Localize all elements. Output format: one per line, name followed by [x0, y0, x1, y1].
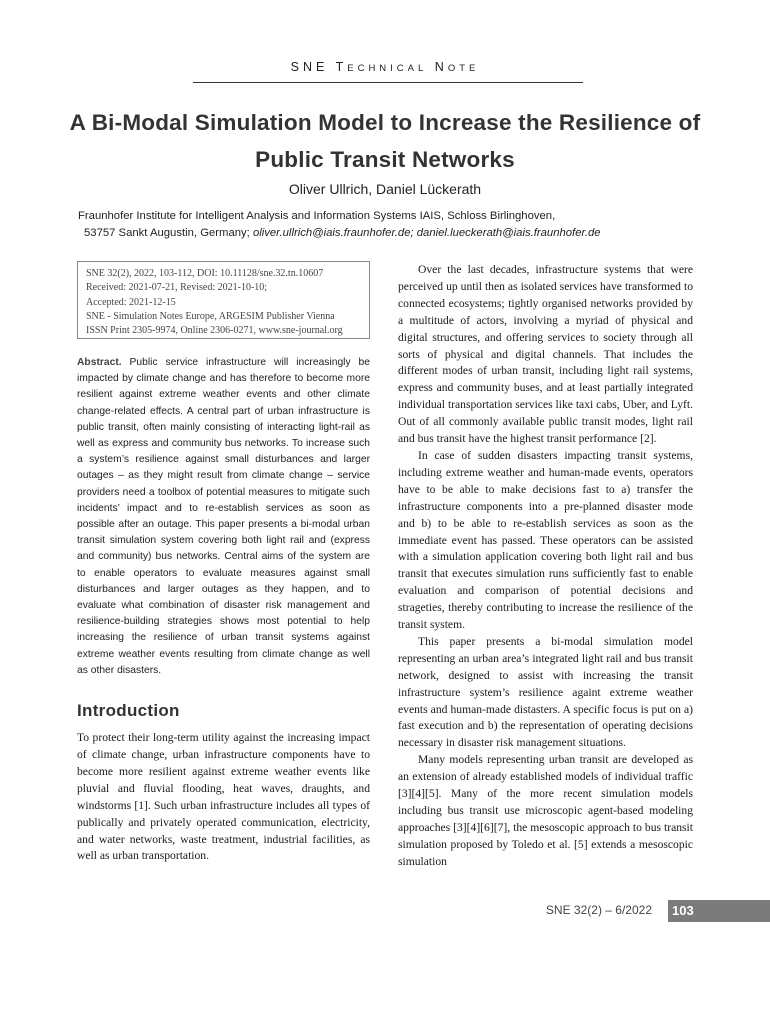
info-line: ISSN Print 2305-9974, Online 2306-0271, www.sne-journal.org: [86, 325, 343, 337]
body-paragraph: Many models representing urban transit are developed as an extension of already established models of individual traffic [3][4][5]. Many of the more recent simulation models including bus transit use microscopic agent-based modeling approaches [3][4][6][7], the mesoscopic approach to bus transit simulation proposed by Toledo et al. [5] extends a mesoscopic simulation: [398, 753, 693, 868]
introduction-paragraph: To protect their long-term utility against the increasing impact of climate change, urban infrastructure components have to become more resilient against extreme weather events like pluvial and fluvial flooding, heat waves, draughts, and windstorms [1]. Such urban infrastructure includes all types of publically and privately operated communication, electricity, and water networks, waste treatment, industrial facilities, as well as urban transportation.: [77, 731, 370, 863]
info-line: Received: 2021-07-21, Revised: 2021-10-10;: [86, 282, 268, 294]
affiliation-address: 53757 Sankt Augustin, Germany;: [84, 227, 253, 239]
header-n-cap: N: [434, 60, 448, 74]
publication-info-box: [77, 261, 370, 339]
left-column: [77, 355, 370, 865]
header-n-rest: OTE: [447, 63, 480, 74]
right-column: [398, 262, 693, 871]
abstract-text: Public service infrastructure will increasingly be impacted by climate change and has therefore to become more resilient against extreme weather events and other climate change-related effects. A central part of urban infrastructure is public transit, often mainly consisting of interacting light-rail as well as express and community bus networks. To increase such a system’s resilience against small disturbances and larger outages – as they might result from climate change – service providers need a toolbox of potential measures to mitigate such incidents’ impact and to re-establish services as soon as possible after an outage. This paper presents a bi-modal urban transit simulation system covering both light rail and (express and community) bus networks. Central aims of the system are to enable operators to evaluate measures against small disturbances and larger outages as they happen, and to evaluate what combination of disaster risk management and resilience-building strategies shows most potential to help increasing the resilience of urban transit systems against extreme weather events resulting from climate change as well as other disasters.: [77, 357, 370, 676]
abstract-label: Abstract.: [77, 357, 122, 368]
body-paragraph: This paper presents a bi-modal simulation model representing an urban area’s integrated light rail and bus transit network, designed to assist with increasing the transit infrastructure system’s resilience againt extreme weather events and human-made distasters. A specific focus is put on a) fast execution and b) the representation of operating decisions necessary in disaster risk management situations.: [398, 634, 693, 750]
affiliation: [78, 208, 718, 242]
info-line: Accepted: 2021-12-15: [86, 296, 176, 308]
running-header: [0, 60, 770, 74]
body-paragraph: Over the last decades, infrastructure systems that were perceived up until then as isolated services have transformed to connected ecosystems; tightly organised networks provided by a multitude of actors, involving a myriad of physical and digital structures, and offering services to society through all sorts of physical and digital channels. That includes the different modes of urban transit, including light rail systems, express and community buses, and at least partially integrated individual transportation services like taxi cabs, Uber, and Lyft. Out of all commonly available public transit modes, light rail and bus transit have the highest transit performance [2].: [398, 263, 693, 446]
affiliation-line-2: [78, 225, 718, 242]
abstract: [77, 355, 370, 679]
header-journal: SNE: [290, 60, 329, 74]
affiliation-emails: oliver.ullrich@iais.fraunhofer.de; daniel.lueckerath@iais.fraunhofer.de: [252, 227, 601, 239]
page-number: 103: [668, 900, 770, 922]
info-line: SNE 32(2), 2022, 103-112, DOI: 10.11128/sne.32.tn.10607: [86, 268, 324, 279]
header-t-rest: ECHNICAL: [347, 63, 428, 74]
header-t-cap: T: [335, 60, 348, 74]
footer-issue: SNE 32(2) – 6/2022: [545, 903, 652, 917]
introduction-heading: Introduction: [77, 701, 180, 721]
info-line: SNE - Simulation Notes Europe, ARGESIM Publisher Vienna: [86, 310, 335, 322]
body-paragraph: In case of sudden disasters impacting transit systems, including extreme weather and human-made events, operators have to be able to make decisions fast to a) transfer the infrastructure components into a pre-planned disaster mode and b) to be able to re-establish services as soon as the immediate event has passed. These operators can be assisted with a simulation application covering both light rail and bus transit that executes simulation runs sufficiently fast to enable evaluation and comparison of potential decisions and strageties, thereby contributing to increase the resilience of the transit system.: [398, 448, 693, 632]
header-rule: [193, 82, 583, 83]
paper-title: A Bi-Modal Simulation Model to Increase the Resilience of Public Transit Networks: [69, 110, 701, 172]
affiliation-line-1: Fraunhofer Institute for Intelligent Analysis and Information Systems IAIS, Schloss Birlinghoven,: [78, 210, 556, 222]
paper-authors: Oliver Ullrich, Daniel Lückerath: [288, 181, 482, 197]
